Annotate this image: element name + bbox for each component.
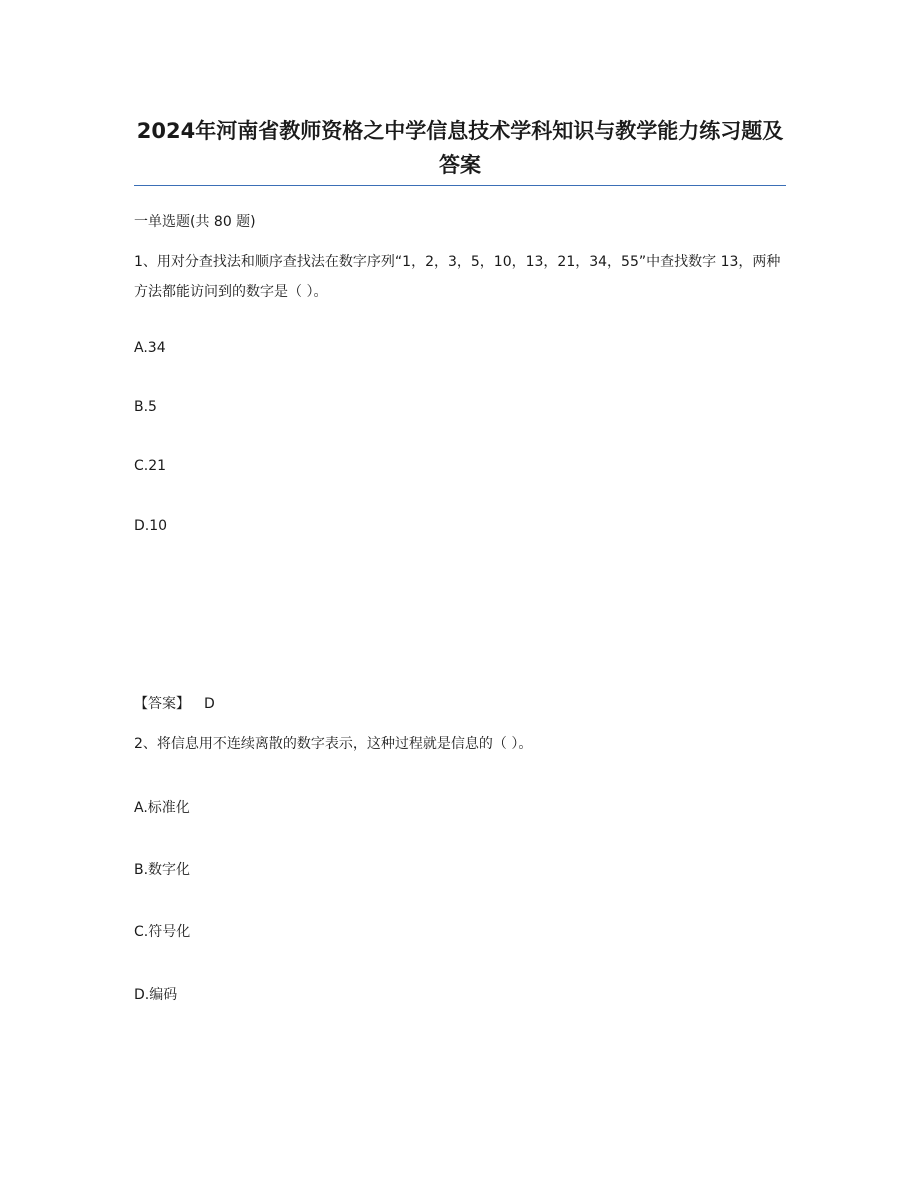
question-1-answer (134, 693, 215, 715)
question-2-stem: 2、将信息用不连续离散的数字表示，这种过程就是信息的（ ）。 (134, 736, 533, 752)
question-2-option-b: B.数字化 (134, 862, 191, 878)
question-1-option-c: C.21 (134, 458, 167, 474)
answer-label: 【答案】 (134, 696, 190, 712)
question-2-option-c: C.符号化 (134, 924, 191, 940)
question-1-stem: 1、用对分查找法和顺序查找法在数字序列“1，2，3，5，10，13，21，34，55”中查找数字 13，两种方法都能访问到的数字是（ ）。 (134, 254, 781, 300)
section-heading: 一单选题(共 80 题) (134, 214, 256, 230)
question-1-option-a: A.34 (134, 340, 166, 356)
answer-value: D (204, 696, 215, 712)
question-1-option-d: D.10 (134, 518, 168, 534)
question-2-option-d: D.编码 (134, 987, 178, 1003)
title-divider (134, 185, 786, 186)
question-1-option-b: B.5 (134, 399, 157, 415)
document-title: 2024年河南省教师资格之中学信息技术学科知识与教学能力练习题及答案 (136, 119, 784, 177)
question-2-option-a: A.标准化 (134, 800, 190, 816)
